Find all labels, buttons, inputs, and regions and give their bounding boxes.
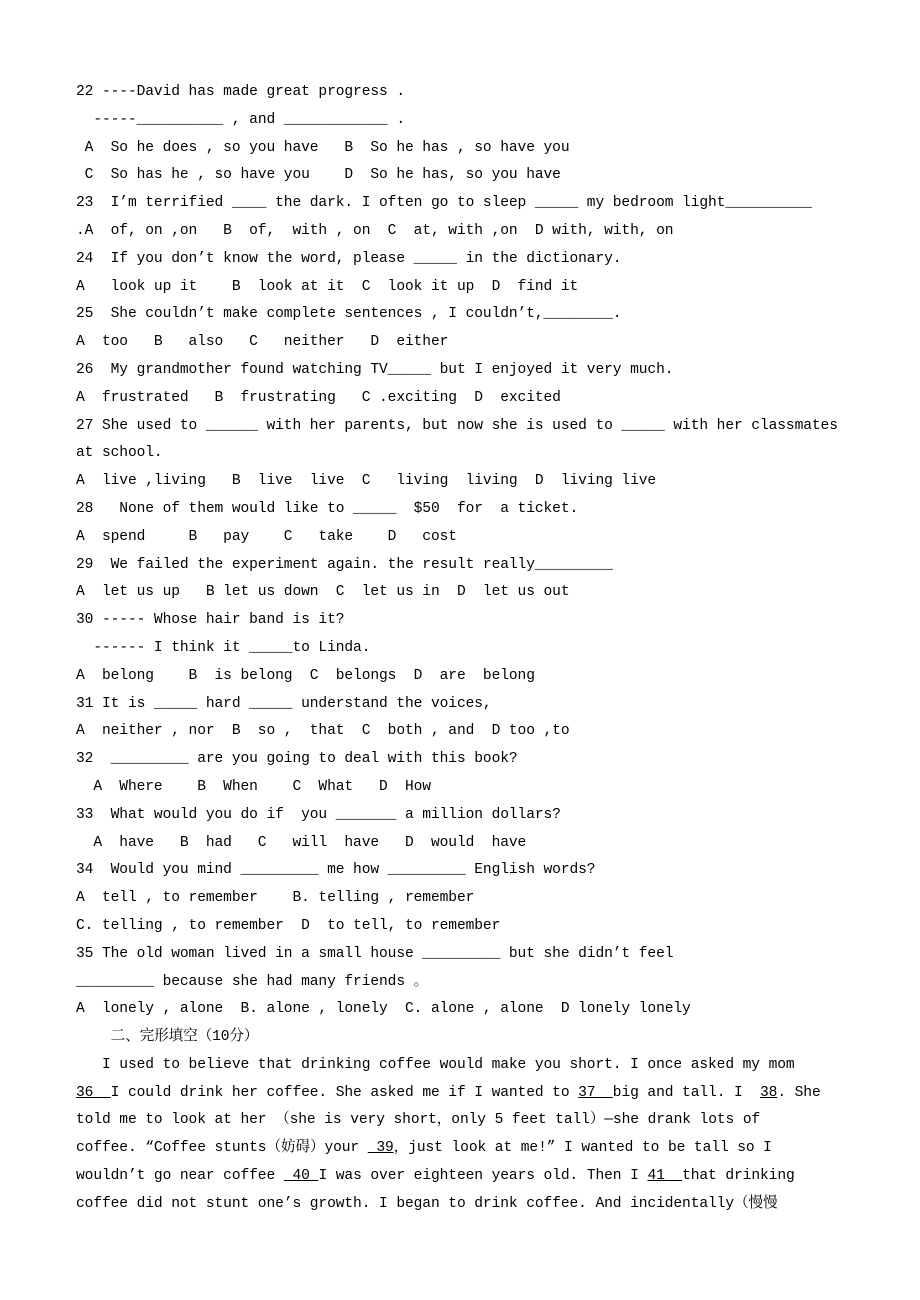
- text-line: [76, 885, 876, 913]
- text-segment: 29 We failed the experiment again. the result really_________: [76, 556, 613, 573]
- text-line: [76, 246, 876, 274]
- text-segment: .A of, on ,on B of, with , on C at, with ,on D with, with, on: [76, 222, 674, 239]
- text-line: [76, 830, 876, 858]
- blank-number: 37: [578, 1084, 613, 1101]
- text-line: [76, 218, 876, 246]
- text-line: [76, 1080, 876, 1108]
- text-segment: ，just look at me!” I wanted to be tall so I: [393, 1140, 772, 1157]
- text-line: [76, 385, 876, 413]
- text-line: [76, 969, 876, 997]
- text-line: [76, 190, 876, 218]
- text-line: [76, 468, 876, 496]
- text-segment: 30 ----- Whose hair band is it?: [76, 612, 345, 629]
- text-segment: A have B had C will have D would have: [76, 834, 527, 851]
- text-segment: A Where B When C What D How: [76, 778, 431, 795]
- text-segment: A look up it B look at it C look it up D find it: [76, 278, 579, 295]
- text-segment: 23 I’m terrified ____ the dark. I often go to sleep _____ my bedroom light__________: [76, 195, 812, 212]
- text-segment: .: [387, 111, 406, 128]
- text-segment: A live ,living B live live C living living D living live: [76, 473, 657, 490]
- text-segment: ____________: [283, 111, 388, 128]
- text-segment: A frustrated B frustrating C .exciting D excited: [76, 389, 561, 406]
- text-segment: 24 If you don’t know the word, please _____ in the dictionary.: [76, 250, 622, 267]
- text-segment: I could drink her coffee. She asked me if I wanted to: [110, 1084, 579, 1101]
- text-line: [76, 162, 876, 190]
- text-segment: A belong B is belong C belongs D are belong: [76, 667, 535, 684]
- text-line: [76, 1135, 876, 1163]
- text-segment: -----: [76, 111, 137, 128]
- text-line: [76, 107, 876, 135]
- text-segment: 33 What would you do if you _______ a million dollars?: [76, 806, 561, 823]
- text-segment: 27 She used to ______ with her parents, but now she is used to _____ with her classmates: [76, 417, 838, 434]
- text-line: [76, 1191, 876, 1219]
- blank-number: 41: [647, 1168, 683, 1185]
- text-line: [76, 552, 876, 580]
- text-line: [76, 440, 876, 468]
- text-segment: . She: [777, 1084, 821, 1101]
- text-segment: I was over eighteen years old. Then I: [318, 1168, 648, 1185]
- text-line: [76, 718, 876, 746]
- text-segment: that drinking: [682, 1168, 795, 1185]
- text-segment: 25 She couldn’t make complete sentences , I couldn’t,________.: [76, 306, 622, 323]
- text-line: [76, 79, 876, 107]
- text-line: [76, 941, 876, 969]
- text-line: [76, 357, 876, 385]
- text-line: [76, 524, 876, 552]
- text-segment: 28 None of them would like to _____ $50 for a ticket.: [76, 500, 579, 517]
- text-segment: I used to believe that drinking coffee would make you short. I once asked my mom: [76, 1056, 795, 1073]
- text-line: [76, 857, 876, 885]
- text-segment: 32 _________ are you going to deal with this book?: [76, 751, 518, 768]
- text-segment: C. telling , to remember D to tell, to remember: [76, 917, 501, 934]
- blank-number: 40: [283, 1168, 319, 1185]
- text-segment: A spend B pay C take D cost: [76, 528, 457, 545]
- text-line: [76, 996, 876, 1024]
- text-line: [76, 746, 876, 774]
- text-segment: 22 ----David has made great progress .: [76, 84, 405, 100]
- text-line: [76, 301, 876, 329]
- text-segment: coffee did not stunt one’s growth. I began to drink coffee. And incidentally（慢慢: [76, 1195, 778, 1212]
- text-line: [76, 579, 876, 607]
- text-segment: A lonely , alone B. alone , lonely C. alone , alone D lonely lonely: [76, 1001, 691, 1018]
- text-line: [76, 329, 876, 357]
- text-segment: A So he does , so you have B So he has , so have you: [76, 139, 570, 156]
- text-line: [76, 607, 876, 635]
- text-segment: at school.: [76, 445, 163, 462]
- text-line: [76, 802, 876, 830]
- text-line: [76, 135, 876, 163]
- text-segment: ------ I think it _____to Linda.: [76, 639, 371, 656]
- blank-number: 36: [76, 1084, 111, 1101]
- text-segment: __________: [136, 111, 224, 128]
- text-segment: A neither , nor B so , that C both , and D too ,to: [76, 723, 570, 740]
- text-segment: 26 My grandmother found watching TV_____ but I enjoyed it very much.: [76, 361, 674, 378]
- text-line: [76, 1163, 876, 1191]
- blank-number: 39: [367, 1140, 394, 1157]
- text-segment: coffee. “Coffee stunts（妨碍）your: [76, 1140, 368, 1157]
- text-segment: 31 It is _____ hard _____ understand the voices,: [76, 695, 492, 712]
- text-segment: , and: [223, 111, 284, 128]
- text-segment: wouldn’t go near coffee: [76, 1168, 284, 1185]
- blank-number: 38: [759, 1084, 778, 1101]
- text-line: [76, 1052, 876, 1080]
- text-segment: A too B also C neither D either: [76, 334, 449, 351]
- text-line: [76, 1024, 876, 1052]
- text-line: [76, 913, 876, 941]
- text-segment: 35 The old woman lived in a small house _________ but she didn’t feel: [76, 945, 674, 962]
- text-line: [76, 413, 876, 441]
- text-line: [76, 663, 876, 691]
- text-segment: told me to look at her （she is very short，only 5 feet tall）—she drank lots of: [76, 1112, 761, 1129]
- text-line: [76, 691, 876, 719]
- exam-document: [76, 79, 876, 1219]
- text-line: [76, 496, 876, 524]
- text-segment: _________ because she had many friends 。: [76, 973, 429, 990]
- text-segment: big and tall. I: [612, 1084, 760, 1101]
- text-segment: 34 Would you mind _________ me how _________ English words?: [76, 862, 596, 879]
- text-line: [76, 1107, 876, 1135]
- text-line: [76, 274, 876, 302]
- text-line: [76, 774, 876, 802]
- text-segment: 二、完形填空（10分）: [76, 1029, 259, 1046]
- text-line: [76, 635, 876, 663]
- text-segment: A let us up B let us down C let us in D let us out: [76, 584, 570, 601]
- text-segment: A tell , to remember B. telling , remember: [76, 890, 475, 907]
- text-segment: C So has he , so have you D So he has, so you have: [76, 167, 561, 184]
